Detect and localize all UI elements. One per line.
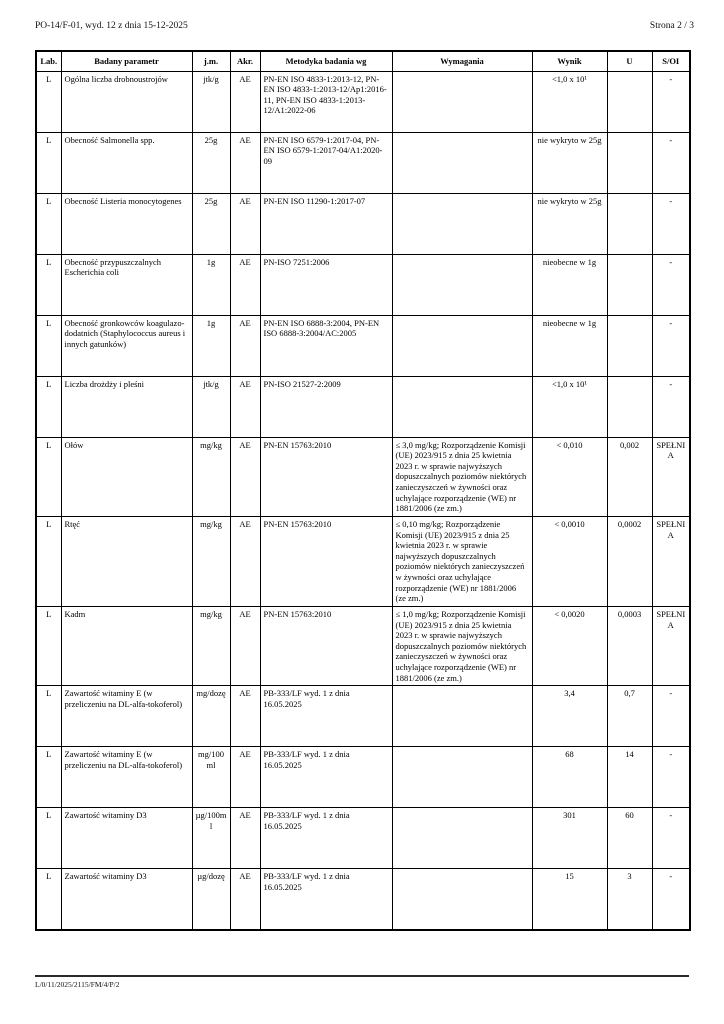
cell-param: Obecność przypuszczalnych Escherichia coli [61, 254, 192, 315]
cell-wynik: 15 [532, 869, 607, 930]
table-row [36, 315, 690, 376]
cell-lab: L [36, 376, 61, 437]
cell-wynik: nieobecne w 1g [532, 315, 607, 376]
cell-akr: AE [230, 315, 260, 376]
cell-metodyka: PN-ISO 21527-2:2009 [260, 376, 392, 437]
cell-u [607, 254, 652, 315]
table-row [36, 254, 690, 315]
cell-akr: AE [230, 132, 260, 193]
cell-wymagania [392, 71, 532, 132]
cell-wymagania [392, 869, 532, 930]
cell-lab: L [36, 315, 61, 376]
table-row [36, 71, 690, 132]
cell-wynik: 301 [532, 808, 607, 869]
cell-soi: - [652, 808, 690, 869]
cell-wynik: < 0,0010 [532, 516, 607, 606]
cell-wynik: <1,0 x 10¹ [532, 376, 607, 437]
cell-metodyka: PB-333/LF wyd. 1 z dnia 16.05.2025 [260, 747, 392, 808]
cell-jm: µg/100ml [192, 808, 230, 869]
cell-lab: L [36, 132, 61, 193]
cell-lab: L [36, 606, 61, 685]
cell-wymagania [392, 315, 532, 376]
cell-metodyka: PN-EN ISO 6579-1:2017-04, PN-EN ISO 6579-1:2017-04/A1:2020-09 [260, 132, 392, 193]
results-table-body [36, 71, 690, 930]
cell-wymagania [392, 132, 532, 193]
table-row [36, 686, 690, 747]
cell-param: Obecność gronkowców koagulazo-dodatnich (Staphylococcus aureus i innych gatunków) [61, 315, 192, 376]
cell-param: Obecność Listeria monocytogenes [61, 193, 192, 254]
cell-akr: AE [230, 869, 260, 930]
cell-jm: 25g [192, 193, 230, 254]
cell-u [607, 71, 652, 132]
cell-metodyka: PB-333/LF wyd. 1 z dnia 16.05.2025 [260, 808, 392, 869]
column-header-soi: S/OI [652, 51, 690, 71]
cell-u [607, 376, 652, 437]
cell-lab: L [36, 516, 61, 606]
column-header-param: Badany parametr [61, 51, 192, 71]
column-header-metodyka: Metodyka badania wg [260, 51, 392, 71]
cell-wymagania [392, 193, 532, 254]
cell-wymagania [392, 808, 532, 869]
cell-soi: SPEŁNIA [652, 516, 690, 606]
column-header-wymagania: Wymagania [392, 51, 532, 71]
cell-wymagania [392, 686, 532, 747]
results-table [35, 50, 691, 931]
cell-jm: 25g [192, 132, 230, 193]
document-reference: PO-14/F-01, wyd. 12 z dnia 15-12-2025 [35, 21, 188, 31]
table-row [36, 193, 690, 254]
cell-soi: SPEŁNIA [652, 437, 690, 516]
table-row [36, 747, 690, 808]
cell-akr: AE [230, 193, 260, 254]
cell-jm: 1g [192, 254, 230, 315]
cell-metodyka: PB-333/LF wyd. 1 z dnia 16.05.2025 [260, 869, 392, 930]
cell-wynik: < 0,010 [532, 437, 607, 516]
cell-akr: AE [230, 71, 260, 132]
cell-soi: - [652, 132, 690, 193]
cell-lab: L [36, 808, 61, 869]
table-row [36, 437, 690, 516]
cell-wymagania: ≤ 1,0 mg/kg; Rozporządzenie Komisji (UE) 2023/915 z dnia 25 kwietnia 2023 r. w sprawie najwyższych dopuszczalnych poziomów niektórych zanieczyszczeń w żywności oraz uchylające rozporządzenie (WE) nr 1881/2006 (ze zm.) [392, 606, 532, 685]
cell-lab: L [36, 686, 61, 747]
cell-jm: mg/kg [192, 516, 230, 606]
cell-lab: L [36, 71, 61, 132]
cell-param: Rtęć [61, 516, 192, 606]
cell-akr: AE [230, 437, 260, 516]
cell-jm: mg/100ml [192, 747, 230, 808]
page-header [35, 21, 694, 31]
cell-jm: jtk/g [192, 71, 230, 132]
cell-akr: AE [230, 747, 260, 808]
cell-wynik: < 0,0020 [532, 606, 607, 685]
cell-param: Obecność Salmonella spp. [61, 132, 192, 193]
cell-metodyka: PN-ISO 7251:2006 [260, 254, 392, 315]
cell-wymagania [392, 747, 532, 808]
cell-jm: µg/dozę [192, 869, 230, 930]
table-row [36, 376, 690, 437]
cell-lab: L [36, 254, 61, 315]
cell-jm: mg/kg [192, 606, 230, 685]
cell-u [607, 193, 652, 254]
cell-lab: L [36, 869, 61, 930]
cell-param: Zawartość witaminy E (w przeliczeniu na DL-alfa-tokoferol) [61, 686, 192, 747]
cell-metodyka: PN-EN ISO 6888-3:2004, PN-EN ISO 6888-3:2004/AC:2005 [260, 315, 392, 376]
column-header-wynik: Wynik [532, 51, 607, 71]
cell-soi: - [652, 869, 690, 930]
cell-u [607, 315, 652, 376]
cell-wynik: nieobecne w 1g [532, 254, 607, 315]
cell-akr: AE [230, 606, 260, 685]
page-number: Strona 2 / 3 [649, 21, 694, 31]
column-header-akr: Akr. [230, 51, 260, 71]
cell-akr: AE [230, 808, 260, 869]
cell-u: 0,0003 [607, 606, 652, 685]
cell-param: Ołów [61, 437, 192, 516]
page-footer [35, 975, 689, 989]
cell-soi: SPEŁNIA [652, 606, 690, 685]
cell-param: Zawartość witaminy D3 [61, 808, 192, 869]
column-header-lab: Lab. [36, 51, 61, 71]
cell-wynik: <1,0 x 10¹ [532, 71, 607, 132]
cell-soi: - [652, 686, 690, 747]
table-row [36, 132, 690, 193]
cell-soi: - [652, 71, 690, 132]
cell-wynik: 68 [532, 747, 607, 808]
cell-u: 0,002 [607, 437, 652, 516]
cell-jm: mg/kg [192, 437, 230, 516]
cell-metodyka: PB-333/LF wyd. 1 z dnia 16.05.2025 [260, 686, 392, 747]
table-row [36, 516, 690, 606]
cell-param: Liczba drożdży i pleśni [61, 376, 192, 437]
cell-u: 0,7 [607, 686, 652, 747]
cell-param: Ogólna liczba drobnoustrojów [61, 71, 192, 132]
cell-u: 3 [607, 869, 652, 930]
cell-u [607, 132, 652, 193]
table-row [36, 808, 690, 869]
table-header-row [36, 51, 690, 71]
cell-u: 60 [607, 808, 652, 869]
cell-akr: AE [230, 516, 260, 606]
footer-code: L/0/11/2025/2115/FM/4/P/2 [35, 980, 120, 989]
cell-wymagania [392, 376, 532, 437]
cell-soi: - [652, 193, 690, 254]
cell-akr: AE [230, 254, 260, 315]
cell-akr: AE [230, 376, 260, 437]
cell-lab: L [36, 193, 61, 254]
cell-soi: - [652, 747, 690, 808]
table-row [36, 869, 690, 930]
cell-jm: jtk/g [192, 376, 230, 437]
cell-wymagania [392, 254, 532, 315]
cell-soi: - [652, 254, 690, 315]
cell-wymagania: ≤ 3,0 mg/kg; Rozporządzenie Komisji (UE) 2023/915 z dnia 25 kwietnia 2023 r. w sprawie najwyższych dopuszczalnych poziomów niektórych zanieczyszczeń w żywności oraz uchylające rozporządzenie (WE) nr 1881/2006 (ze zm.) [392, 437, 532, 516]
cell-jm: 1g [192, 315, 230, 376]
cell-lab: L [36, 437, 61, 516]
cell-metodyka: PN-EN ISO 4833-1:2013-12, PN-EN ISO 4833-1:2013-12/Ap1:2016-11, PN-EN ISO 4833-1:2013-12/A1:2022-06 [260, 71, 392, 132]
cell-wynik: nie wykryto w 25g [532, 193, 607, 254]
cell-param: Zawartość witaminy E (w przeliczeniu na DL-alfa-tokoferol) [61, 747, 192, 808]
cell-metodyka: PN-EN 15763:2010 [260, 437, 392, 516]
cell-wynik: nie wykryto w 25g [532, 132, 607, 193]
cell-param: Zawartość witaminy D3 [61, 869, 192, 930]
cell-akr: AE [230, 686, 260, 747]
cell-jm: mg/dozę [192, 686, 230, 747]
cell-soi: - [652, 376, 690, 437]
cell-wynik: 3,4 [532, 686, 607, 747]
column-header-jm: j.m. [192, 51, 230, 71]
cell-soi: - [652, 315, 690, 376]
column-header-u: U [607, 51, 652, 71]
cell-u: 14 [607, 747, 652, 808]
cell-metodyka: PN-EN ISO 11290-1:2017-07 [260, 193, 392, 254]
cell-wymagania: ≤ 0,10 mg/kg; Rozporządzenie Komisji (UE) 2023/915 z dnia 25 kwietnia 2023 r. w sprawie najwyższych dopuszczalnych poziomów niektórych zanieczyszczeń w żywności oraz uchylające rozporządzenie (WE) nr 1881/2006 (ze zm.) [392, 516, 532, 606]
cell-param: Kadm [61, 606, 192, 685]
cell-lab: L [36, 747, 61, 808]
table-row [36, 606, 690, 685]
cell-metodyka: PN-EN 15763:2010 [260, 606, 392, 685]
cell-u: 0,0002 [607, 516, 652, 606]
cell-metodyka: PN-EN 15763:2010 [260, 516, 392, 606]
